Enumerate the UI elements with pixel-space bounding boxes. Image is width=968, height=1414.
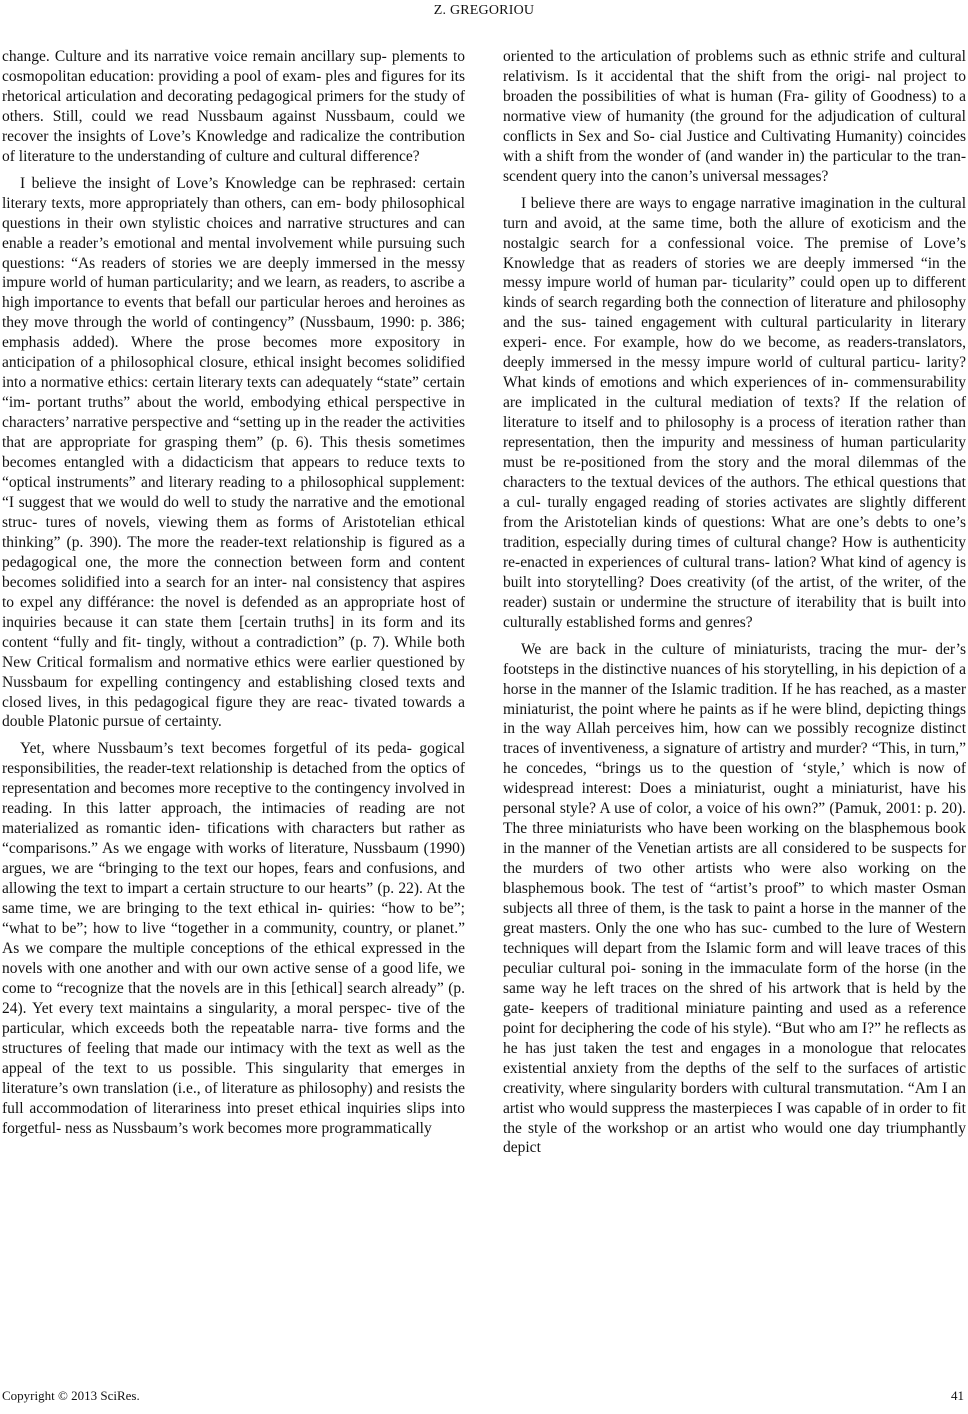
paragraph: change. Culture and its narrative voice remain ancillary sup- plements to cosmopolitan education: providing a pool of exam- ples and figures for its rhetorical articulation and decorating pedagogical primers for the study of others. Still, could we read Nussbaum against Nussbaum, could we recover the insights of Love’s Knowledge and radicalize the contribution of literature to the understanding of culture and cultural difference?	[2, 48, 465, 165]
copyright-notice: Copyright © 2013 SciRes.	[2, 1388, 140, 1403]
running-head: Z. GREGORIOU	[433, 3, 535, 18]
paragraph: oriented to the articulation of problems such as ethnic strife and cultural relativism. Is it accidental that the shift from the origi- nal project to broaden the possibilities of what is human (Fra- gility of Goodness) to a normative view of humanity (the ground for the adjudication of cultural conflicts in Sex and So- cial Justice and Cultivating Humanity) coincides with a shift from the wonder of (and wander in) the particular to the tran- scendent query into the canon’s universal messages?	[503, 48, 966, 185]
paragraph: I believe the insight of Love’s Knowledge can be rephrased: certain literary texts, more appropriately than others, can em- body philosophical questions in their own stylistic choices and narrative structures and can enable a reader’s emotional and mental involvement while pursuing such questions: “As readers of stories we are deeply immersed in the messy impure world of human particularity; and we learn, as readers, to ascribe a high importance to events that befall our particular heroes and heroines as they move through the world of contingency” (Nussbaum, 1990: p. 386; emphasis added). Where the prose becomes more expository in anticipation of a philosophical closure, ethical insight becomes solidified into a normative ethics: certain literary texts can adequately “state” certain “im- portant truths” about the world, embodying ethical perspective in characters’ narrative perspective and “setting up in the reader the activities that are appropriate for grasping them” (p. 6). This thesis sometimes becomes entangled with a didacticism that appears to reduce texts to “optical instruments” and literary reading to a philosophical supplement: “I suggest that we would do well to study the narrative and the emotional struc- tures of novels, viewing them as forms of Aristotelian ethical thinking” (p. 390). The more the reader-text relationship is figured as a pedagogical one, the more the connection between form and content becomes solidified into a search for an inter- nal consistency that aspires to expel any différance: the novel is defended as an appropriate host of inquiries because it can state them [certain truths] in its form and its content “fully and fit- tingly, without a contradiction” (p. 7). While both New Critical formalism and normative ethics were earlier questioned by Nussbaum for expelling contingency and establishing closed texts and closed lives, in this pedagogical figure they are reac- tivated towards a double Platonic pursue of certainty.	[2, 174, 465, 731]
paragraph: We are back in the culture of miniaturists, tracing the mur- der’s footsteps in the distinctive nuances of his storytelling, in his depiction of a horse in the manner of the Islamic tradition. If he has reached, as a master miniaturist, the point where he paints as if he were blind, depicting things in the way Allah perceives him, how can we possibly recognize distinct traces of inventiveness, a signature of artistry and murder? “This, in turn,” he concedes, “brings us to the question of ‘style,’ which is now of widespread interest: Does a miniaturist, ought a miniaturist, have his personal style? A use of color, a voice of his own?” (Pamuk, 2001: p. 20). The three miniaturists who have been working on the blasphemous book in the manner of the Venetian artists are all considered to be suspects for the murders of two other artists who were also working on the blasphemous book. The test of “artist’s proof” to which master Osman subjects all three of them, is the task to paint a horse in the manner of the great masters. Only the one who has suc- cumbed to the lure of Western techniques will depart from the Islamic form and will leave traces of this peculiar cultural poi- soning in the immaculate form of the horse (in the same way he left traces on the shred of his artwork that is held by the gate- keepers of traditional miniature painting and used as a reference point for deciphering the code of his style). “But who am I?” he reflects as he has just taken the test and engages in a monologue that relocates existential anxiety from the depths of the self to the surfaces of artistic creativity, where singularity borders with cultural transmutation. “Am I an artist who would suppress the masterpieces I was capable of in order to fit the style of the workshop or an artist who would one day triumphantly depict	[503, 640, 966, 1157]
right-column	[503, 47, 966, 1165]
left-column	[2, 47, 465, 1145]
paragraph: I believe there are ways to engage narrative imagination in the cultural turn and avoid, at the same time, both the allure of exoticism and the nostalgic search for a confessional voice. The premise of Love’s Knowledge that as readers of stories we are deeply immersed “in the messy impure world of human par- ticularity” could open up to different kinds of search regarding both the connection of literature and philosophy and the sus- tained engagement with cultural particularity in literary experi- ence. For example, how do we become, as readers-translators, deeply immersed in the messy impure world of cultural particu- larity? What kinds of emotions and which experiences of in- commensurability are implicated in the cultural mediation of texts? If the relation of literature to itself and to philosophy is a process of iteration rather than representation, then the impurity and messiness of human particularity must be re-positioned from the story and the moral dilemmas of the characters to the textual devices of the authors. The ethical questions that a cul- turally engaged reading of stories activates are slightly different from the Aristotelian kinds of questions: What are one’s debts to one’s tradition, especially during times of cultural change? How is authenticity re-enacted in experiences of cultural trans- lation? What kind of agency is built into storytelling? Does creativity (of the artist, of the writer, of the reader) sustain or undermine the structure of iterability that is built into culturally established forms and genres?	[503, 194, 966, 631]
page-number: 41	[951, 1388, 964, 1403]
paragraph: Yet, where Nussbaum’s text becomes forgetful of its peda- gogical responsibilities, the reader-text relationship is detached from the optics of representation and becomes more receptive to the contingency involved in reading. In this latter approach, the intimacies of reading are not materialized as romantic iden- tifications with characters but rather as “comparisons.” As we engage with works of literature, Nussbaum (1990) argues, we are “bringing to the text our hopes, fears and confusions, and allowing the text to impart a certain structure to our hearts” (p. 22). At the same time, we are bringing to the text ethical in- quiries: “how to be”; “what to be”; how to live “together in a community, country, or planet.” As we compare the multiple conceptions of the ethical expressed in the novels with one another and with our own active sense of a good life, we come to “recognize that the novels are in this [ethical] search already” (p. 24). Yet every text maintains a singularity, a moral perspec- tive of the particular, which exceeds both the repeatable narra- tive forms and the structures of feeling that made our intimacy with the text as well as the appeal of the text to us possible. This singularity that emerges in literature’s own translation (i.e., of literature as philosophy) and resists the full accommodation of literariness into preset ethical inquiries slips into forgetful- ness as Nussbaum’s work becomes more programmatically	[2, 740, 465, 1137]
